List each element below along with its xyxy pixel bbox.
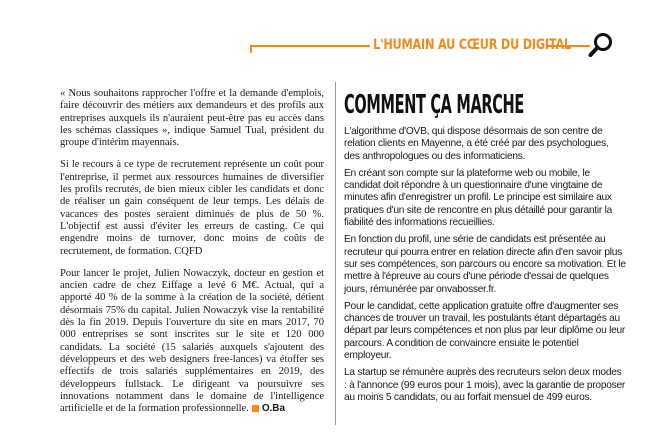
end-of-article-mark [252, 405, 259, 412]
article-left-column [60, 88, 324, 425]
article-paragraph: « Nous souhaitons rapprocher l'offre et la demande d'emplois, faire découvrir des métiers aux demandeurs et des profils aux entreprises auxquels ils n'auraient peut-être pas eu accès dans les schémas classiques », indique Samuel Tual, président du groupe d'intérim mayennais. [60, 88, 324, 149]
box-paragraph: La startup se rémunère auprès des recruteurs selon deux modes : à l'annonce (99 euros pour 1 mois), avec la garantie de proposer au moins 5 candidats, ou au forfait mensuel de 499 euros. [344, 367, 626, 403]
article-paragraph: Si le recours à ce type de recrutement représente un coût pour l'entreprise, il permet aux ressources humaines de diversifier les profils recrutés, de bien mieux cibler les candidats et donc de réaliser un gain conséquent de leur temps. Les délais de vacances des postes seraient diminués de plus de 50 %. L'objectif est aussi d'éviter les erreurs de casting. Ce qui engendre moins de turnover, donc moins de coûts de recrutement, de formation. CQFD [60, 159, 324, 257]
column-divider [335, 82, 336, 425]
sidebar-box-text [344, 126, 626, 409]
box-paragraph: L'algorithme d'OVB, qui dispose désormais de son centre de relation clients en Mayenne, a été créé par des psychologues, des anthropologues ou des informaticiens. [344, 126, 609, 162]
magnifier-icon [588, 32, 614, 58]
author-signature: O.Ba [261, 403, 285, 415]
section-header-title: L'HUMAIN AU CŒUR DU DIGITAL [370, 36, 548, 54]
box-title: COMMENT ÇA MARCHE [344, 90, 524, 120]
box-paragraph: En fonction du profil, une série de candidats est présentée au recruteur qui pourra entrer en relation directe afin d'en savoir plus sur ses compétences, son parcours ou encore sa motivation. Et le mettre à l'épreuve au cours d'une période d'essai de quelques jours, rémunérée par onvabosser.fr. [344, 234, 626, 295]
header-rule-tick [250, 45, 252, 53]
article-paragraph-text: Pour lancer le projet, Julien Nowaczyk, docteur en gestion et ancien cadre de chez Eiffage a levé 6 M€. Actual, qui a apporté 40 % de la somme à la création de la société, détient désormais 75% du capital. Julien Nowaczyk vise la rentabilité dès la fin 2019. Depuis l'ouverture du site en mars 2017, 70 000 entreprises se sont inscrites sur le site et 120 000 candidats. La société (15 salariés auxquels s'ajoutent des développeurs et des web designers free-lances) va étoffer ses effectifs de trois salariés supplémentaires en 2019, des développeurs fullstack. Le dirigeant va poursuivre ses innovations notamment dans le domaine de l'intelligence artificielle et de la formation professionnelle. [60, 267, 324, 415]
box-paragraph: Pour le candidat, cette application gratuite offre d'augmenter ses chances de trouver un travail, les postulants étant départagés au départ par leurs compétences et non plus par leur diplôme ou leur parcours. A condition de convaincre ensuite le potentiel employeur. [344, 300, 626, 362]
article-paragraph-last [60, 268, 324, 416]
box-paragraph: En créant son compte sur la plateforme web ou mobile, le candidat doit répondre à un questionnaire d'une vingtaine de minutes afin d'enregistrer un profil. Le principe est similaire aux pratiques d'un site de rencontre en plus détaillé pour garantir la fiabilité des informations recueillies. [344, 167, 613, 229]
